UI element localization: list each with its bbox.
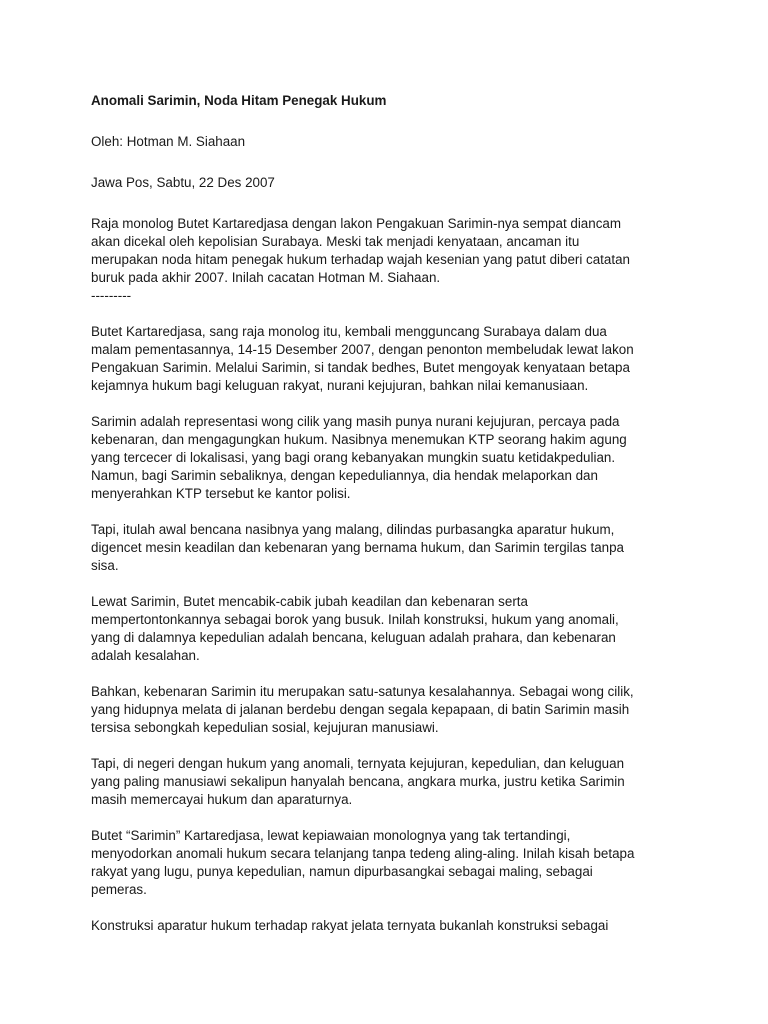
paragraph-line: --------- — [91, 288, 132, 303]
paragraph-line: Pengakuan Sarimin. Melalui Sarimin, si tandak bedhes, Butet mengoyak kenyataan betapa — [91, 360, 630, 375]
paragraph — [91, 215, 681, 305]
paragraph-line: Namun, bagi Sarimin sebaliknya, dengan kepeduliannya, dia hendak melaporkan dan — [91, 468, 598, 483]
paragraph-line: yang paling manusiawi sekalipun hanyalah bencana, angkara murka, justru ketika Sarimin — [91, 774, 625, 789]
paragraph — [91, 521, 681, 575]
paragraph-line: kejamnya hukum bagi keluguan rakyat, nurani kejujuran, bahkan nilai kemanusiaan. — [91, 378, 589, 393]
paragraph-line: mempertontonkannya sebagai borok yang busuk. Inilah konstruksi, hukum yang anomali, — [91, 612, 619, 627]
paragraph — [91, 593, 681, 665]
paragraph — [91, 323, 681, 395]
paragraph-line: rakyat yang lugu, punya kepedulian, namun dipurbasangkai sebagai maling, sebagai — [91, 864, 593, 879]
paragraph-line: merupakan noda hitam penegak hukum terhadap wajah kesenian yang patut diberi catatan — [91, 252, 630, 267]
article-body — [91, 215, 681, 935]
paragraph-line: Butet Kartaredjasa, sang raja monolog itu, kembali mengguncang Surabaya dalam dua — [91, 324, 607, 339]
paragraph-line: Butet “Sarimin” Kartaredjasa, lewat kepiawaian monolognya yang tak tertandingi, — [91, 828, 571, 843]
paragraph-line: buruk pada akhir 2007. Inilah cacatan Hotman M. Siahaan. — [91, 270, 441, 285]
document-page — [91, 92, 681, 953]
paragraph-line: Lewat Sarimin, Butet mencabik-cabik jubah keadilan dan kebenaran serta — [91, 594, 528, 609]
paragraph-line: yang tercecer di lokalisasi, yang bagi orang kebanyakan mungkin suatu ketidakpedulian. — [91, 450, 616, 465]
paragraph-line: Tapi, di negeri dengan hukum yang anomali, ternyata kejujuran, kepedulian, dan keluguan — [91, 756, 625, 771]
paragraph-line: yang hidupnya melata di jalanan berdebu dengan segala kepapaan, di batin Sarimin masih — [91, 702, 630, 717]
paragraph-line: menyerahkan KTP tersebut ke kantor polisi. — [91, 486, 351, 501]
paragraph — [91, 827, 681, 899]
paragraph — [91, 413, 681, 503]
paragraph-line: masih memercayai hukum dan aparaturnya. — [91, 792, 353, 807]
paragraph-line: yang di dalamnya kepedulian adalah bencana, keluguan adalah prahara, dan kebenaran — [91, 630, 616, 645]
document-title: Anomali Sarimin, Noda Hitam Penegak Hukum — [91, 93, 387, 108]
paragraph-line: Raja monolog Butet Kartaredjasa dengan lakon Pengakuan Sarimin-nya sempat diancam — [91, 216, 621, 231]
source-line: Jawa Pos, Sabtu, 22 Des 2007 — [91, 175, 275, 190]
paragraph-line: kebenaran, dan mengagungkan hukum. Nasibnya menemukan KTP seorang hakim agung — [91, 432, 627, 447]
paragraph-line: adalah kesalahan. — [91, 648, 200, 663]
paragraph-line: Tapi, itulah awal bencana nasibnya yang malang, dilindas purbasangka aparatur hukum, — [91, 522, 615, 537]
paragraph-line: sisa. — [91, 558, 119, 573]
paragraph-line: akan dicekal oleh kepolisian Surabaya. Meski tak menjadi kenyataan, ancaman itu — [91, 234, 580, 249]
paragraph-line: pemeras. — [91, 882, 147, 897]
paragraph-line: malam pementasannya, 14-15 Desember 2007, dengan penonton membeludak lewat lakon — [91, 342, 634, 357]
paragraph-line: digencet mesin keadilan dan kebenaran yang bernama hukum, dan Sarimin tergilas tanpa — [91, 540, 624, 555]
paragraph-line: menyodorkan anomali hukum secara telanjang tanpa tedeng aling-aling. Inilah kisah betapa — [91, 846, 635, 861]
paragraph — [91, 755, 681, 809]
paragraph-line: Konstruksi aparatur hukum terhadap rakyat jelata ternyata bukanlah konstruksi sebagai — [91, 918, 609, 933]
author-line: Oleh: Hotman M. Siahaan — [91, 134, 246, 149]
paragraph-line: Bahkan, kebenaran Sarimin itu merupakan satu-satunya kesalahannya. Sebagai wong cilik, — [91, 684, 634, 699]
paragraph-line: Sarimin adalah representasi wong cilik yang masih punya nurani kejujuran, percaya pada — [91, 414, 620, 429]
paragraph-line: tersisa sebongkah kepedulian sosial, kejujuran manusiawi. — [91, 720, 439, 735]
paragraph — [91, 683, 681, 737]
paragraph — [91, 917, 681, 935]
